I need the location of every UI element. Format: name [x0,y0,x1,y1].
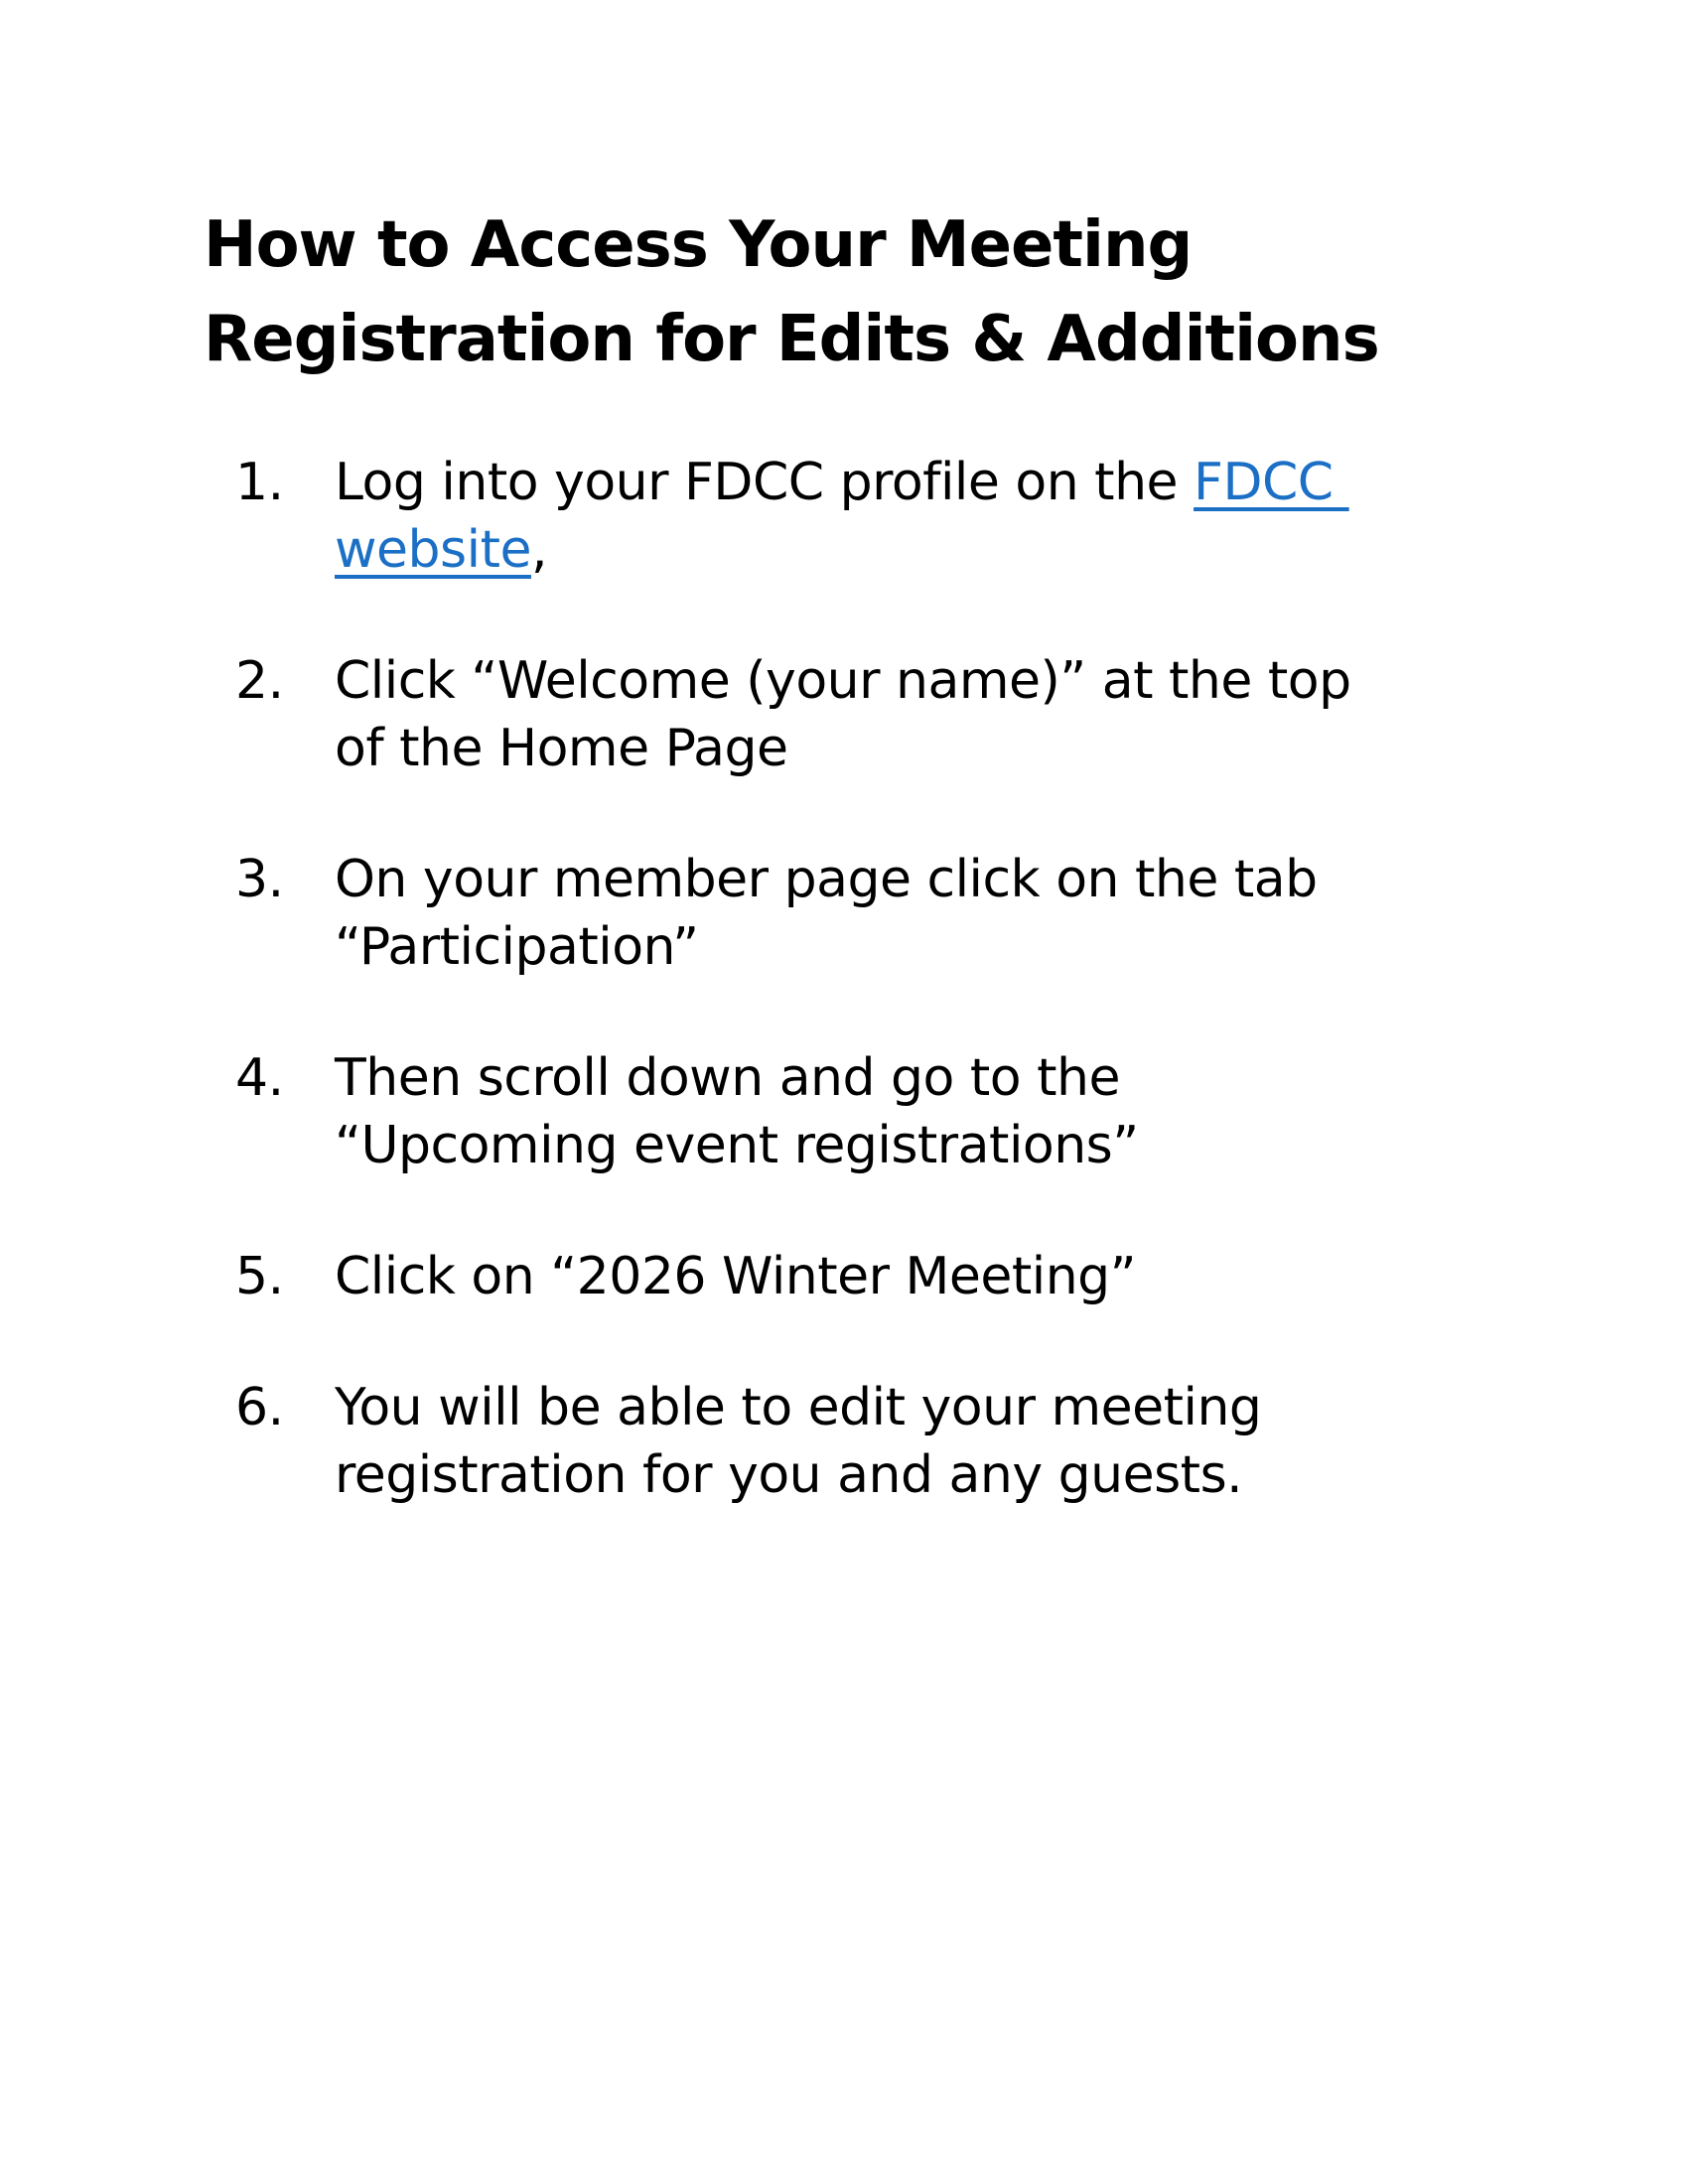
list-item [235,647,1618,782]
text-line: On your member page click on the tab [335,850,1318,909]
text-line: , [530,520,547,580]
list-item-text [335,647,1618,782]
list-item-text [335,846,1618,981]
text-line: of the Home Page [335,719,788,778]
list-item-text [335,1243,1618,1310]
list-item [235,449,1618,584]
list-item-text [335,1374,1618,1509]
text-line: registration for you and any guests. [335,1445,1243,1505]
list-item-number: 4. [235,1048,284,1108]
page-title [204,199,1618,387]
text-line: Click on “2026 Winter Meeting” [335,1247,1137,1306]
link-text-line-2[interactable]: website [335,520,531,580]
list-item [235,1243,1618,1310]
text-line: Click “Welcome (your name)” at the top [335,651,1351,711]
text-line: “Participation” [335,917,699,977]
list-item-text [335,1044,1618,1179]
link-text-line-1[interactable]: FDCC [1194,453,1349,512]
page-title-line-2: Registration for Edits & Additions [204,303,1379,376]
list-item-number: 6. [235,1378,284,1437]
page-title-line-1: How to Access Your Meeting [204,208,1193,282]
instruction-list [235,449,1618,1509]
text-line: You will be able to edit your meeting [335,1378,1262,1437]
list-item-number: 1. [235,453,284,512]
list-item [235,1044,1618,1179]
list-item-number: 5. [235,1247,284,1306]
list-item-number: 3. [235,850,284,909]
list-item [235,846,1618,981]
list-item [235,1374,1618,1509]
list-item-number: 2. [235,651,284,711]
list-item-text [335,449,1618,584]
text-line: Then scroll down and go to the [335,1048,1120,1108]
text-line: “Upcoming event registrations” [335,1116,1139,1175]
text-line: Log into your FDCC profile on the [335,453,1195,512]
